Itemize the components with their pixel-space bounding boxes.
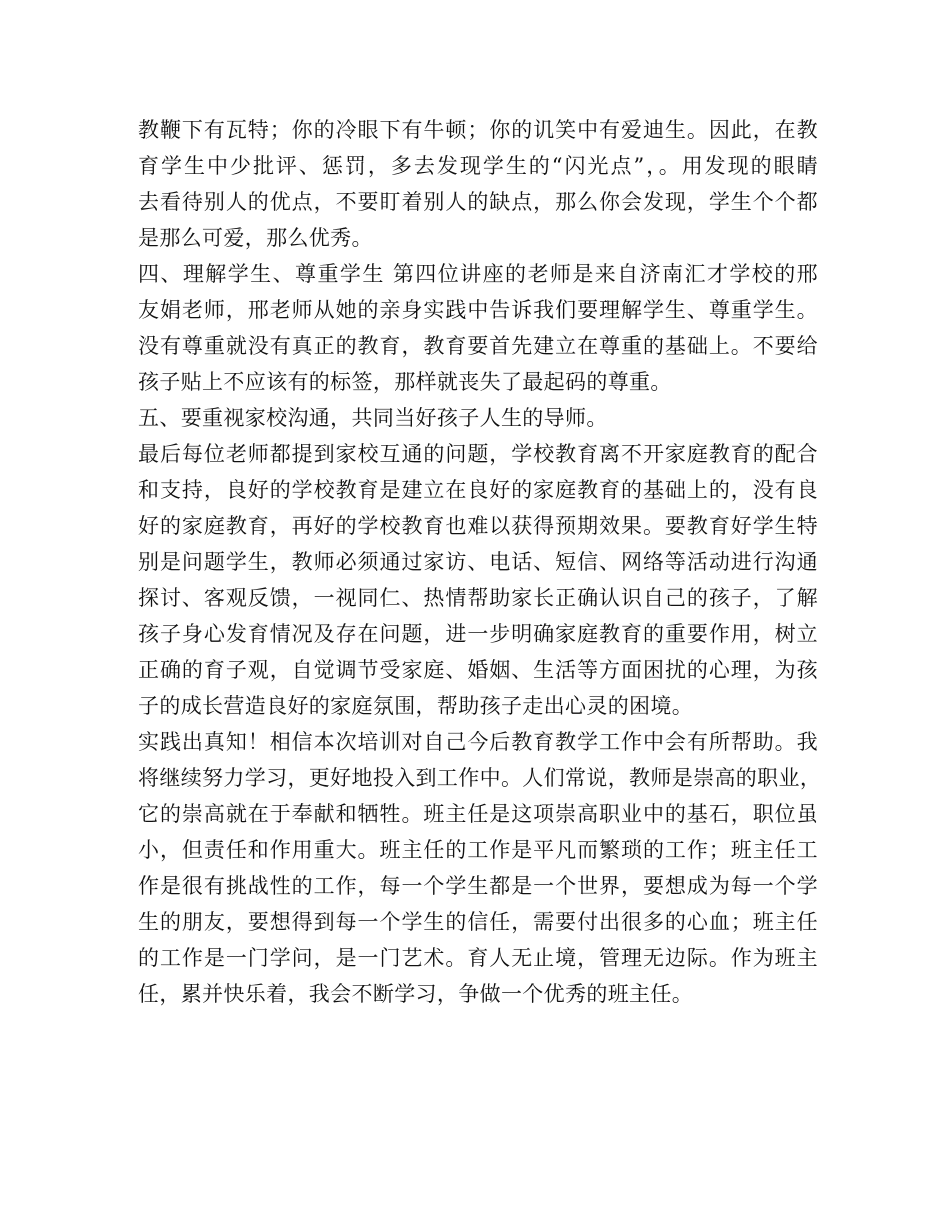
text-line: 将继续努力学习，更好地投入到工作中。人们常说，教师是崇高的职业， [138, 766, 822, 790]
text-line: 去看待别人的优点，不要盯着别人的缺点，那么你会发现，学生个个都 [138, 190, 818, 214]
text-line: 孩子贴上不应该有的标签，那样就丧失了最起码的尊重。 [138, 370, 672, 394]
text-line: 作是很有挑战性的工作，每一个学生都是一个世界，要想成为每一个学 [138, 874, 818, 898]
section-heading-four: 四、理解学生、尊重学生 第四位讲座的老师是来自济南汇才学校的邢 [138, 262, 818, 286]
text-line: 孩子身心发育情况及存在问题，进一步明确家庭教育的重要作用，树立 [138, 622, 818, 646]
text-line: 它的崇高就在于奉献和牺牲。班主任是这项崇高职业中的基石，职位虽 [138, 802, 818, 826]
text-line: 探讨、客观反馈，一视同仁、热情帮助家长正确认识自己的孩子，了解 [138, 586, 818, 610]
text-line: 子的成长营造良好的家庭氛围，帮助孩子走出心灵的困境。 [138, 694, 694, 718]
text-line: 实践出真知！相信本次培训对自己今后教育教学工作中会有所帮助。我 [138, 730, 818, 754]
text-line: 任，累并快乐着，我会不断学习，争做一个优秀的班主任。 [138, 982, 694, 1006]
text-line: 最后每位老师都提到家校互通的问题，学校教育离不开家庭教育的配合 [138, 442, 818, 466]
text-line: 和支持，良好的学校教育是建立在良好的家庭教育的基础上的，没有良 [138, 478, 818, 502]
text-line: 的工作是一门学问，是一门艺术。育人无止境，管理无边际。作为班主 [138, 946, 818, 970]
document-body [138, 112, 822, 1012]
text-line: 小，但责任和作用重大。班主任的工作是平凡而繁琐的工作；班主任工 [138, 838, 818, 862]
text-line: 育学生中少批评、惩罚，多去发现学生的“闪光点”，。用发现的眼睛 [138, 154, 818, 178]
text-line: 生的朋友，要想得到每一个学生的信任，需要付出很多的心血；班主任 [138, 910, 818, 934]
text-line: 正确的育子观，自觉调节受家庭、婚姻、生活等方面困扰的心理，为孩 [138, 658, 818, 682]
text-line: 友娟老师，邢老师从她的亲身实践中告诉我们要理解学生、尊重学生。 [138, 298, 818, 322]
text-line: 教鞭下有瓦特；你的冷眼下有牛顿；你的讥笑中有爱迪生。因此，在教 [138, 118, 818, 142]
text-line: 别是问题学生，教师必须通过家访、电话、短信、网络等活动进行沟通 [138, 550, 818, 574]
text-line: 好的家庭教育，再好的学校教育也难以获得预期效果。要教育好学生特 [138, 514, 818, 538]
section-heading-five: 五、要重视家校沟通，共同当好孩子人生的导师。 [138, 406, 608, 430]
text-line: 没有尊重就没有真正的教育，教育要首先建立在尊重的基础上。不要给 [138, 334, 818, 358]
text-line: 是那么可爱，那么优秀。 [138, 226, 373, 250]
